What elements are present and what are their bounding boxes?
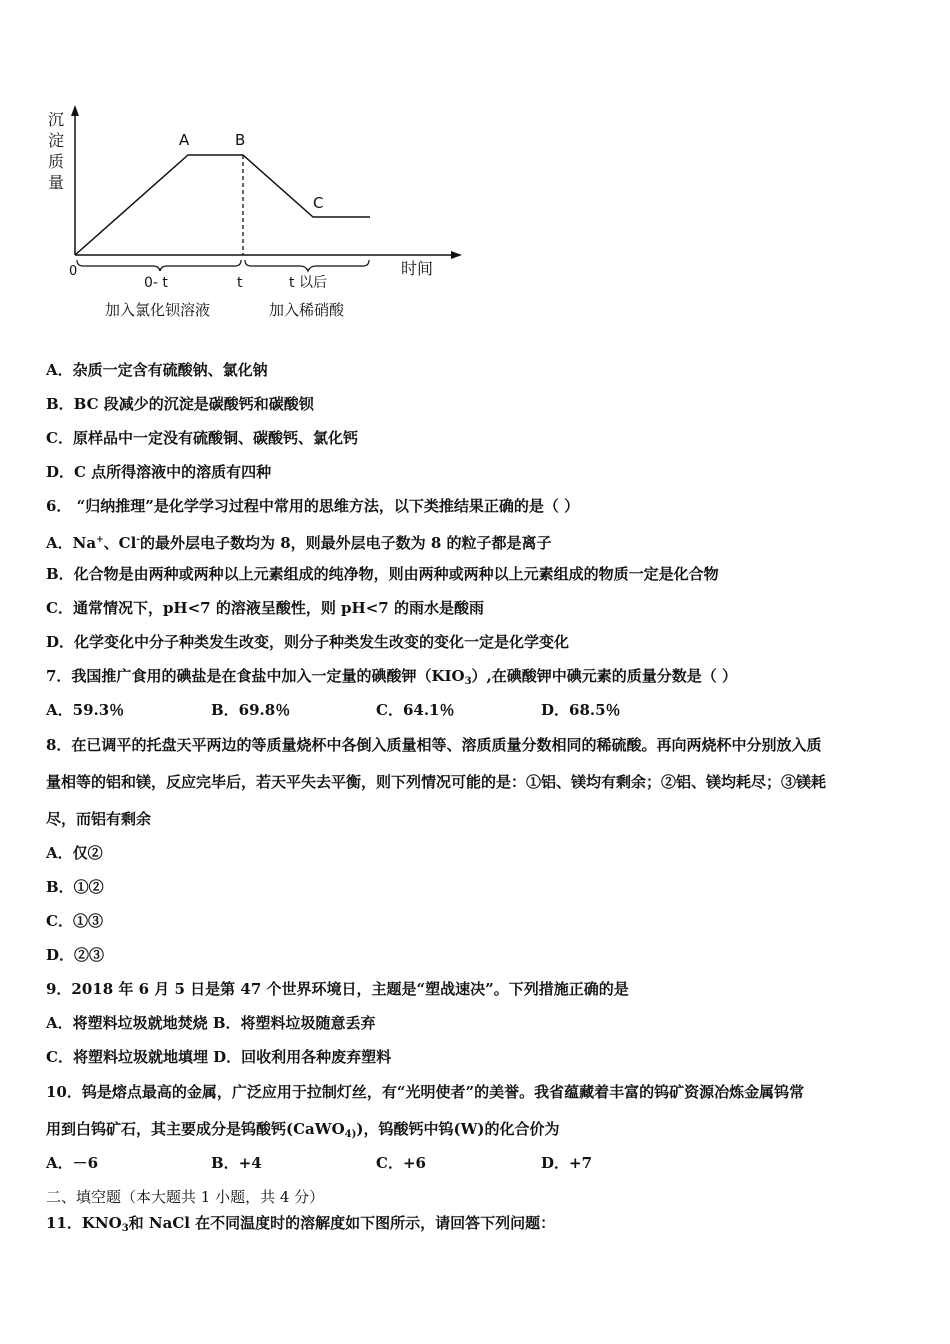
q7-option-b: B．69.8％ [211, 701, 291, 719]
q6-a-sup-2: - [136, 535, 141, 545]
q11-sub: 3 [121, 1223, 129, 1234]
q9-stem: 9．2018 年 6 月 5 日是第 47 个世界环境日，主题是“塑战速决”。下列措施正确的是 [46, 980, 629, 998]
q10-stem-line-1: 10．钨是熔点最高的金属，广泛应用于拉制灯丝，有“光明使者”的美誉。我省蕴藏着丰富的钨矿资源冶炼金属钨常 [46, 1083, 805, 1101]
q8-option-b: B．①② [46, 878, 104, 896]
phase1-label: 加入氯化钡溶液 [105, 301, 211, 319]
section-heading: 二、填空题（本大题共 1 小题，共 4 分） [46, 1188, 325, 1206]
q7-option-c: C．64.1％ [376, 701, 455, 719]
q7-option-a: A．59.3％ [46, 701, 125, 719]
q7-stem-text-1: 7．我国推广食用的碘盐是在食盐中加入一定量的碘酸钾（KIO [46, 667, 465, 685]
precipitate-mass-graph [40, 100, 480, 330]
q6-a-text-1: A．Na [46, 534, 97, 552]
q6-a-text-3: 的最外层电子数均为 8，则最外层电子数为 8 的粒子都是离子 [140, 534, 552, 552]
q6-option-d: D．化学变化中分子种类发生改变，则分子种类发生改变的变化一定是化学变化 [46, 633, 570, 651]
q10-option-b: B．+4 [211, 1154, 262, 1172]
q7-stem-text-2: ）,在碘酸钾中碘元素的质量分数是（ ） [471, 667, 737, 685]
q5-option-a: A．杂质一定含有硫酸钠、氯化钠 [46, 361, 268, 379]
q11-stem [46, 1213, 555, 1239]
q6-option-b: B．化合物是由两种或两种以上元素组成的纯净物，则由两种或两种以上元素组成的物质一定是化合物 [46, 565, 719, 583]
q10-text-2: )，钨酸钙中钨(W)的化合价为 [356, 1120, 560, 1138]
q6-option-c: C．通常情况下，pH<7 的溶液呈酸性，则 pH<7 的雨水是酸雨 [46, 599, 484, 617]
tick-label-after: t 以后 [289, 275, 327, 291]
point-b-label: B [235, 131, 246, 149]
tick-label-t: t [237, 275, 243, 291]
q6-stem: 6． “归纳推理”是化学学习过程中常用的思维方法，以下类推结果正确的是（ ） [46, 497, 580, 515]
q5-option-b: B．BC 段减少的沉淀是碳酸钙和碳酸钡 [46, 395, 314, 413]
q7-option-d: D．68.5％ [541, 701, 621, 719]
brace-phase2 [245, 260, 369, 271]
y-axis-arrow [71, 105, 79, 116]
q10-option-c: C．+6 [376, 1154, 426, 1172]
q10-option-d: D．+7 [541, 1154, 593, 1172]
q11-text-1: 11．KNO [46, 1214, 122, 1232]
q10-option-a: A．－6 [46, 1154, 99, 1172]
q7-stem [46, 666, 737, 692]
q6-option-a [46, 530, 552, 553]
q5-option-c: C．原样品中一定没有硫酸铜、碳酸钙、氯化钙 [46, 429, 358, 447]
q8-option-c: C．①③ [46, 912, 103, 930]
phase2-label: 加入稀硝酸 [269, 301, 345, 319]
q11-text-2: 和 NaCl 在不同温度时的溶解度如下图所示，请回答下列问题： [128, 1214, 556, 1232]
q9-options-row-2: C．将塑料垃圾就地填埋 D．回收利用各种废弃塑料 [46, 1048, 392, 1066]
q8-option-a: A．仅② [46, 844, 103, 862]
point-c-label: C [313, 194, 324, 212]
q7-options [46, 700, 621, 720]
q6-a-text-2: 、Cl [103, 534, 137, 552]
q8-stem-line-3: 尽，而铝有剩余 [46, 810, 152, 828]
q5-option-d: D．C 点所得溶液中的溶质有四种 [46, 463, 272, 481]
q10-stem-line-2 [46, 1119, 560, 1145]
q10-options [46, 1153, 592, 1173]
y-axis-label-char: 沉 [48, 110, 65, 129]
q8-stem-line-2: 量相等的铝和镁，反应完毕后，若天平失去平衡，则下列情况可能的是：①铝、镁均有剩余；②铝、镁均耗尽；③镁耗 [46, 773, 827, 791]
brace-phase1 [77, 260, 241, 271]
y-axis-label-char: 淀 [48, 131, 65, 150]
point-a-label: A [179, 131, 190, 149]
y-axis-label-char: 量 [48, 173, 65, 192]
y-axis-label-char: 质 [48, 152, 65, 171]
q8-option-d: D．②③ [46, 946, 105, 964]
q10-sub: 4) [344, 1129, 357, 1140]
q8-stem-line-1: 8．在已调平的托盘天平两边的等质量烧杯中各倒入质量相等、溶质质量分数相同的稀硫酸。再向两烧杯中分别放入质 [46, 736, 822, 754]
tick-label-0t: 0- t [144, 275, 168, 291]
q9-options-row-1: A．将塑料垃圾就地焚烧 B．将塑料垃圾随意丢弃 [46, 1014, 376, 1032]
q6-a-sup-1: + [96, 535, 104, 545]
precipitate-curve [75, 155, 370, 255]
q7-stem-sub: 3 [464, 676, 472, 687]
q10-text-1: 用到白钨矿石，其主要成分是钨酸钙(CaWO [46, 1120, 345, 1138]
origin-label: 0 [69, 264, 78, 279]
x-axis-arrow [451, 251, 462, 259]
x-axis-label: 时间 [401, 259, 434, 278]
